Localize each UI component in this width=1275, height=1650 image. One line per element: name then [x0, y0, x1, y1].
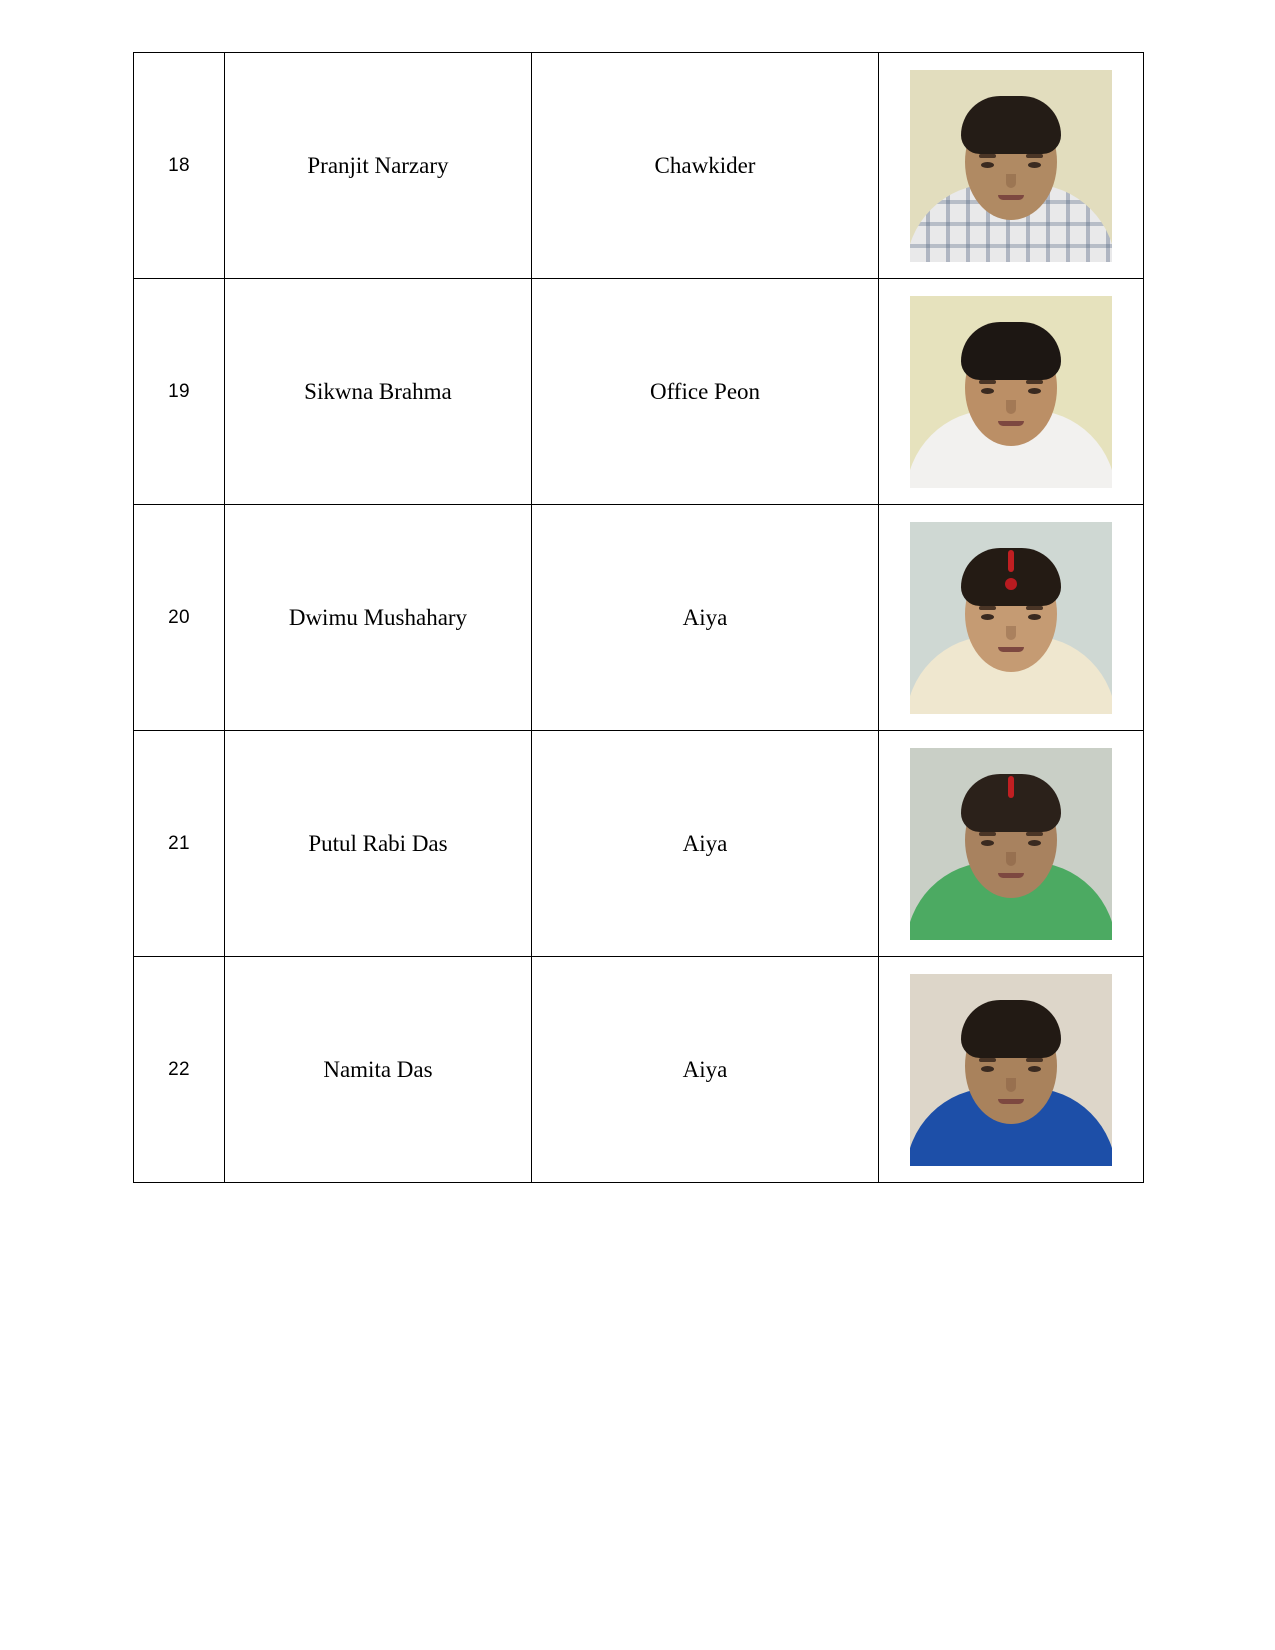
cell-serial-number: 21	[134, 731, 225, 957]
cell-photo	[879, 53, 1144, 279]
cell-designation: Aiya	[532, 505, 879, 731]
cell-name: Namita Das	[224, 957, 531, 1183]
cell-name: Sikwna Brahma	[224, 279, 531, 505]
cell-name: Putul Rabi Das	[224, 731, 531, 957]
table-row	[134, 279, 1144, 505]
cell-name: Pranjit Narzary	[224, 53, 531, 279]
cell-photo	[879, 505, 1144, 731]
table-row	[134, 505, 1144, 731]
table-row	[134, 53, 1144, 279]
portrait-photo	[910, 296, 1112, 488]
cell-name: Dwimu Mushahary	[224, 505, 531, 731]
cell-serial-number: 20	[134, 505, 225, 731]
cell-designation: Chawkider	[532, 53, 879, 279]
table-body	[134, 53, 1144, 1183]
portrait-photo	[910, 522, 1112, 714]
staff-list-table	[133, 52, 1144, 1183]
portrait-photo	[910, 974, 1112, 1166]
portrait-photo	[910, 70, 1112, 262]
cell-serial-number: 22	[134, 957, 225, 1183]
cell-designation: Aiya	[532, 957, 879, 1183]
cell-designation: Office Peon	[532, 279, 879, 505]
cell-photo	[879, 731, 1144, 957]
cell-serial-number: 18	[134, 53, 225, 279]
table-row	[134, 731, 1144, 957]
table-row	[134, 957, 1144, 1183]
cell-designation: Aiya	[532, 731, 879, 957]
portrait-photo	[910, 748, 1112, 940]
cell-photo	[879, 957, 1144, 1183]
cell-photo	[879, 279, 1144, 505]
cell-serial-number: 19	[134, 279, 225, 505]
